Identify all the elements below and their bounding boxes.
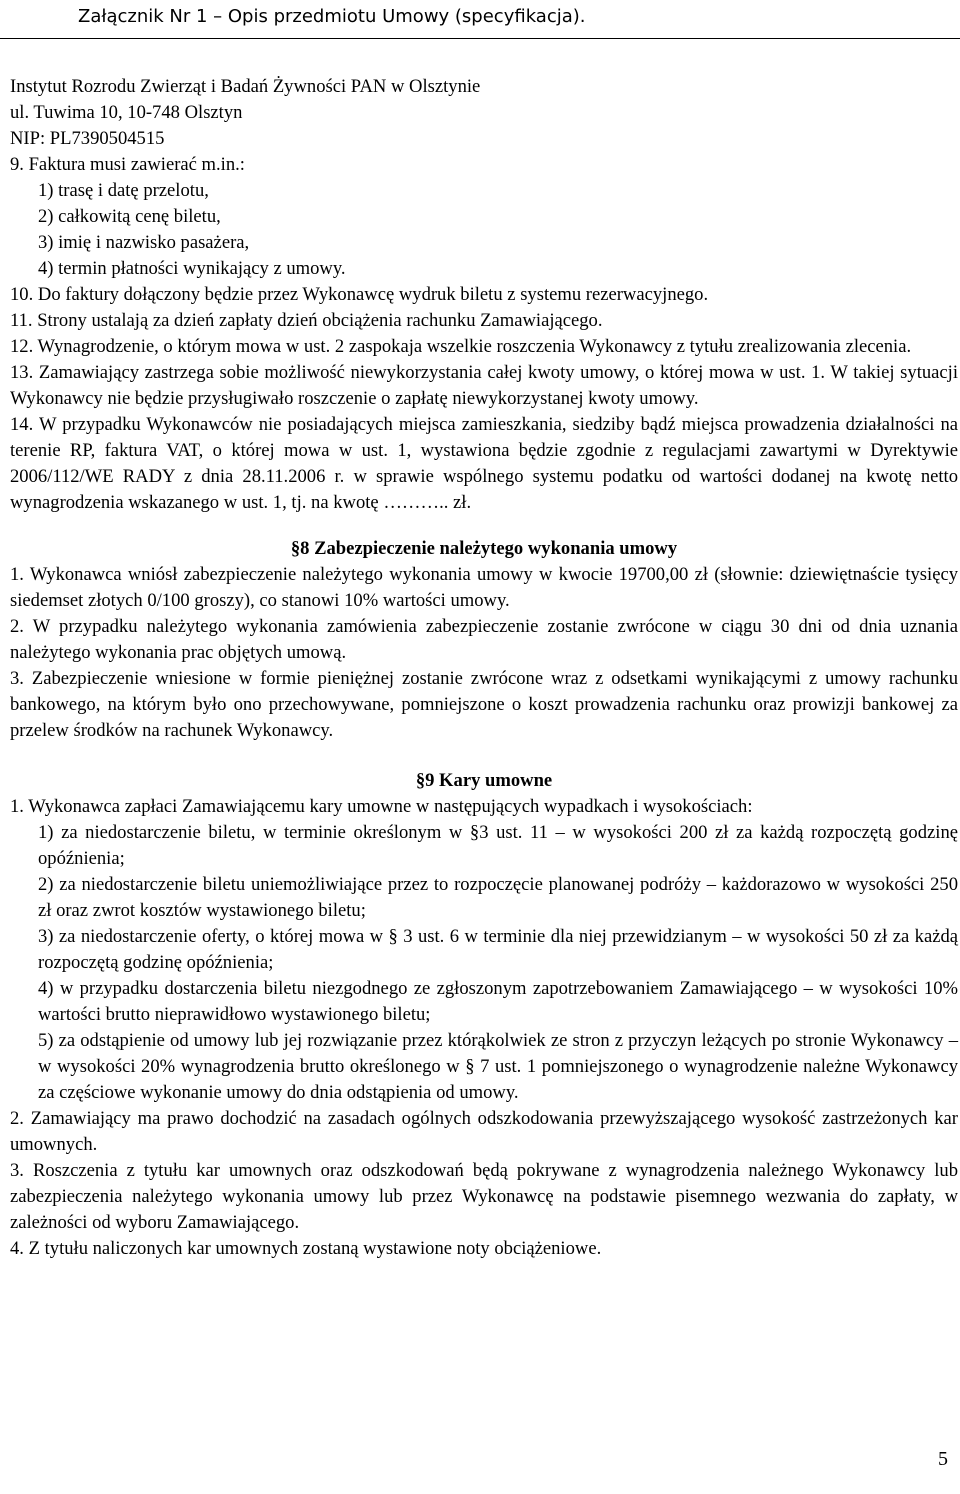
section-9-intro: 1. Wykonawca zapłaci Zamawiającemu kary umowne w następujących wypadkach i wysokościach: (10, 796, 753, 817)
page-number: 5 (938, 1448, 948, 1470)
point-14: 14. W przypadku Wykonawców nie posiadających miejsca zamieszkania, siedziby bądź miejsca prowadzenia działalności na terenie RP, faktura VAT, o której mowa w ust. 1, wystawiona będzie zgodnie z regulacjami zawartymi w Dyrektywie 2006/112/WE RADY z dnia 28.11.2006 r. w sprawie wspólnego systemu podatku od wartości dodanej na kwotę netto wynagrodzenia wskazanego w ust. 1, tj. na kwotę ……….. zł. (10, 414, 958, 513)
section-9-paragraph: 4. Z tytułu naliczonych kar umownych zostaną wystawione noty obciążeniowe. (10, 1238, 602, 1259)
intro-line: NIP: PL7390504515 (10, 128, 165, 149)
section-8-paragraph: 1. Wykonawca wniósł zabezpieczenie należytego wykonania umowy w kwocie 19700,00 zł (słownie: dziewiętnaście tysięcy siedemset złotych 0/100 groszy), co stanowi 10% wartości umowy. (10, 564, 958, 611)
header-divider (0, 38, 960, 39)
penalty-item: 2) za niedostarczenie biletu uniemożliwiające przez to rozpoczęcie planowanej podróży – każdorazowo w wysokości 250 zł oraz zwrot kosztów wystawionego biletu; (38, 874, 958, 921)
penalty-item: 1) za niedostarczenie biletu, w terminie określonym w §3 ust. 11 – w wysokości 200 zł za każdą rozpoczętą godzinę opóźnienia; (38, 822, 958, 869)
section-9-paragraph: 2. Zamawiający ma prawo dochodzić na zasadach ogólnych odszkodowania przewyższającego wysokość zastrzeżonych kar umownych. (10, 1108, 958, 1155)
section-8-paragraph: 3. Zabezpieczenie wniesione w formie pieniężnej zostanie zwrócone wraz z odsetkami wynikającymi z umowy rachunku bankowego, na którym było ono przechowywane, pomniejszone o koszt prowadzenia rachunku oraz prowizji bankowej za przelew środków na rachunek Wykonawcy. (10, 668, 958, 741)
invoice-item: 4) termin płatności wynikający z umowy. (38, 258, 346, 279)
intro-line: 9. Faktura musi zawierać m.in.: (10, 154, 245, 175)
penalty-item: 3) za niedostarczenie oferty, o której mowa w § 3 ust. 6 w terminie dla niej przewidzianym – w wysokości 50 zł za każdą rozpoczętą godzinę opóźnienia; (38, 926, 958, 973)
point-11: 11. Strony ustalają za dzień zapłaty dzień obciążenia rachunku Zamawiającego. (10, 310, 603, 331)
point-12: 12. Wynagrodzenie, o którym mowa w ust. 2 zaspokaja wszelkie roszczenia Wykonawcy z tytułu zrealizowania zlecenia. (10, 336, 912, 357)
intro-line: ul. Tuwima 10, 10-748 Olsztyn (10, 102, 243, 123)
document-body (10, 74, 958, 1262)
section-8-paragraph: 2. W przypadku należytego wykonania zamówienia zabezpieczenie zostanie zwrócone w ciągu 30 dni od dnia uznania należytego wykonania prac objętych umową. (10, 616, 958, 663)
invoice-item: 1) trasę i datę przelotu, (38, 180, 209, 201)
point-13: 13. Zamawiający zastrzega sobie możliwość niewykorzystania całej kwoty umowy, o której mowa w ust. 1. W takiej sytuacji Wykonawcy nie będzie przysługiwało roszczenie o zapłatę niewykorzystanej kwoty umowy. (10, 362, 958, 409)
section-8-heading: §8 Zabezpieczenie należytego wykonania umowy (290, 538, 678, 559)
section-9-paragraph: 3. Roszczenia z tytułu kar umownych oraz odszkodowań będą pokrywane z wynagrodzenia należnego Wykonawcy lub zabezpieczenia należytego wykonania umowy lub przez Wykonawcę na podstawie pisemnego wezwania do zapłaty, w zależności od wyboru Zamawiającego. (10, 1160, 958, 1233)
penalty-item: 5) za odstąpienie od umowy lub jej rozwiązanie przez którąkolwiek ze stron z przyczyn leżących po stronie Wykonawcy – w wysokości 20% wynagrodzenia brutto określonego w § 7 ust. 1 pomniejszonego o wynagrodzenie należne Wykonawcy za częściowe wykonanie umowy do dnia odstąpienia od umowy. (38, 1030, 958, 1103)
invoice-item: 2) całkowitą cenę biletu, (38, 206, 221, 227)
point-10: 10. Do faktury dołączony będzie przez Wykonawcę wydruk biletu z systemu rezerwacyjnego. (10, 284, 709, 305)
page-header: Załącznik Nr 1 – Opis przedmiotu Umowy (specyfikacja). (78, 6, 586, 27)
penalty-item: 4) w przypadku dostarczenia biletu niezgodnego ze zgłoszonym zapotrzebowaniem Zamawiającego – w wysokości 10% wartości brutto nieprawidłowo wystawionego biletu; (38, 978, 958, 1025)
invoice-item: 3) imię i nazwisko pasażera, (38, 232, 250, 253)
intro-line: Instytut Rozrodu Zwierząt i Badań Żywności PAN w Olsztynie (10, 76, 481, 97)
section-9-heading: §9 Kary umowne (415, 770, 553, 791)
